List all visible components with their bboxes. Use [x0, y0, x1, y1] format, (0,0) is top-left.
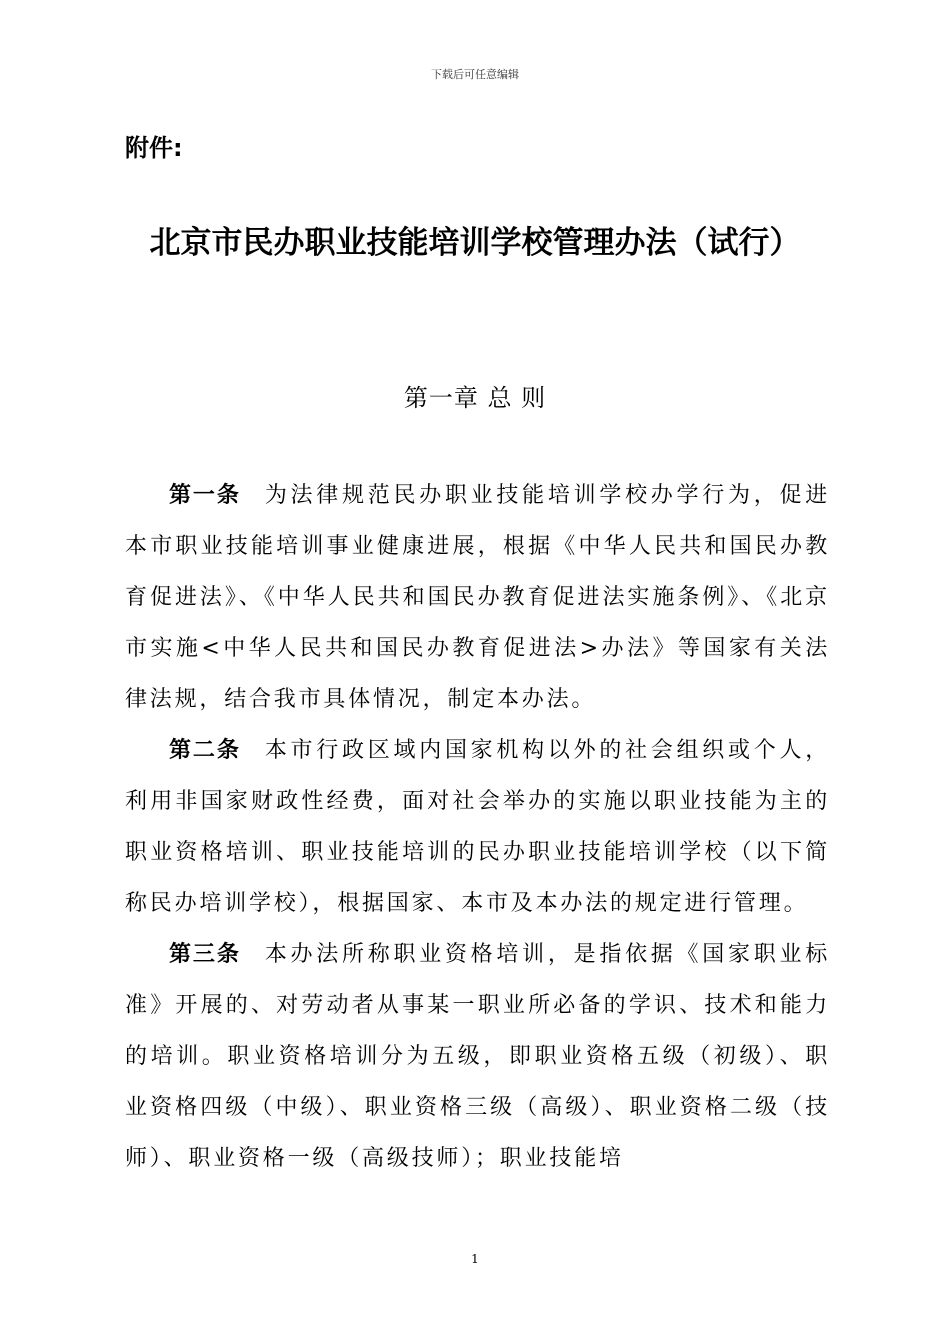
article-2 — [125, 725, 830, 929]
attachment-label: 附件: — [125, 134, 183, 162]
page-number: 1 — [471, 1252, 479, 1266]
document-body — [125, 470, 830, 1184]
article-3 — [125, 929, 830, 1184]
document-title: 北京市民办职业技能培训学校管理办法（试行） — [149, 225, 801, 261]
article-text: 本市行政区域内国家机构以外的社会组织或个人，利用非国家财政性经费，面对社会举办的实施以职业技能为主的职业资格培训、职业技能培训的民办职业技能培训学校（以下简称民办培训学校），根据国家、本市及本办法的规定进行管理。 — [125, 738, 830, 916]
article-text: 本办法所称职业资格培训，是指依据《国家职业标准》开展的、对劳动者从事某一职业所必备的学识、技术和能力的培训。职业资格培训分为五级，即职业资格五级（初级）、职业资格四级（中级）、职业资格三级（高级）、职业资格二级（技师）、职业资格一级（高级技师）；职业技能培 — [125, 942, 830, 1171]
article-number: 第二条 — [169, 738, 241, 763]
article-number: 第一条 — [169, 483, 241, 508]
article-1 — [125, 470, 830, 725]
chapter-heading: 第一章 总 则 — [403, 384, 547, 412]
article-number: 第三条 — [169, 942, 241, 967]
header-note: 下载后可任意编辑 — [431, 68, 519, 81]
article-text: 为法律规范民办职业技能培训学校办学行为，促进本市职业技能培训事业健康进展，根据《中华人民共和国民办教育促进法》、《中华人民共和国民办教育促进法实施条例》、《北京市实施<中华人民共和国民办教育促进法>办法》等国家有关法律法规，结合我市具体情况，制定本办法。 — [125, 483, 830, 712]
